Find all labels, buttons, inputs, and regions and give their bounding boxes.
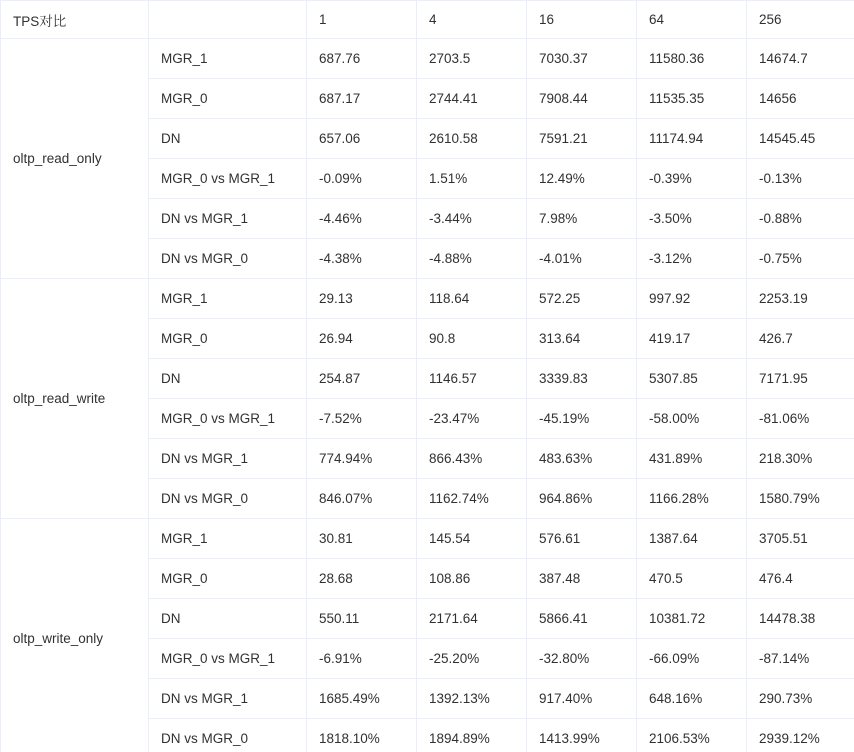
workload-group-label: oltp_write_only [1,519,149,752]
metric-value: 2939.12% [747,719,854,752]
metric-value: 218.30% [747,439,854,479]
table-row [1,39,854,79]
table-row [1,279,854,319]
metric-value: 964.86% [527,479,637,519]
metric-value: 1894.89% [417,719,527,752]
workload-group-label: oltp_read_only [1,39,149,279]
metric-label: MGR_1 [149,519,307,559]
metric-value: 1387.64 [637,519,747,559]
metric-value: 12.49% [527,159,637,199]
metric-value: 550.11 [307,599,417,639]
metric-value: -0.09% [307,159,417,199]
metric-value: -81.06% [747,399,854,439]
metric-value: -6.91% [307,639,417,679]
metric-value: -58.00% [637,399,747,439]
metric-value: 14674.7 [747,39,854,79]
metric-value: 10381.72 [637,599,747,639]
metric-value: 7171.95 [747,359,854,399]
column-header-threads-1: 1 [307,1,417,39]
metric-value: 5307.85 [637,359,747,399]
metric-value: 866.43% [417,439,527,479]
metric-value: 572.25 [527,279,637,319]
metric-label: MGR_0 vs MGR_1 [149,639,307,679]
metric-value: 431.89% [637,439,747,479]
metric-label: MGR_1 [149,39,307,79]
metric-value: 7.98% [527,199,637,239]
metric-value: 7030.37 [527,39,637,79]
metric-value: 1162.74% [417,479,527,519]
column-header-title: TPS对比 [1,1,149,39]
metric-value: 1685.49% [307,679,417,719]
metric-value: -0.13% [747,159,854,199]
metric-value: 3339.83 [527,359,637,399]
metric-value: -7.52% [307,399,417,439]
metric-value: -45.19% [527,399,637,439]
table-row [1,519,854,559]
metric-label: DN vs MGR_0 [149,719,307,752]
metric-value: 387.48 [527,559,637,599]
metric-value: 687.17 [307,79,417,119]
metric-value: -23.47% [417,399,527,439]
metric-value: 419.17 [637,319,747,359]
metric-label: DN vs MGR_0 [149,239,307,279]
workload-group-label: oltp_read_write [1,279,149,519]
metric-value: 2106.53% [637,719,747,752]
header-row [1,1,854,39]
metric-value: 11535.35 [637,79,747,119]
metric-value: -87.14% [747,639,854,679]
metric-value: -4.01% [527,239,637,279]
metric-value: -66.09% [637,639,747,679]
metric-value: 30.81 [307,519,417,559]
metric-value: 3705.51 [747,519,854,559]
metric-value: 7908.44 [527,79,637,119]
table-body [1,39,854,752]
metric-value: 29.13 [307,279,417,319]
metric-value: 917.40% [527,679,637,719]
metric-value: 576.61 [527,519,637,559]
metric-value: 687.76 [307,39,417,79]
metric-value: 11174.94 [637,119,747,159]
metric-label: MGR_0 vs MGR_1 [149,399,307,439]
metric-value: 11580.36 [637,39,747,79]
metric-value: 14656 [747,79,854,119]
metric-value: 426.7 [747,319,854,359]
metric-value: 657.06 [307,119,417,159]
metric-label: MGR_1 [149,279,307,319]
metric-value: 254.87 [307,359,417,399]
metric-label: MGR_0 [149,319,307,359]
metric-value: 648.16% [637,679,747,719]
column-header-threads-16: 16 [527,1,637,39]
metric-value: -4.46% [307,199,417,239]
metric-value: -0.39% [637,159,747,199]
metric-value: -32.80% [527,639,637,679]
metric-value: 1580.79% [747,479,854,519]
metric-value: 846.07% [307,479,417,519]
metric-value: -0.88% [747,199,854,239]
column-header-threads-64: 64 [637,1,747,39]
column-header-threads-256: 256 [747,1,854,39]
column-header-metric [149,1,307,39]
metric-value: 14478.38 [747,599,854,639]
metric-label: DN vs MGR_0 [149,479,307,519]
metric-value: -3.50% [637,199,747,239]
metric-value: 476.4 [747,559,854,599]
metric-value: 2703.5 [417,39,527,79]
metric-value: 145.54 [417,519,527,559]
metric-value: 1818.10% [307,719,417,752]
metric-value: 997.92 [637,279,747,319]
metric-label: DN [149,599,307,639]
metric-value: 7591.21 [527,119,637,159]
metric-value: 1.51% [417,159,527,199]
metric-value: 28.68 [307,559,417,599]
metric-value: -4.88% [417,239,527,279]
metric-value: 2610.58 [417,119,527,159]
metric-value: 26.94 [307,319,417,359]
metric-value: 1166.28% [637,479,747,519]
metric-value: 5866.41 [527,599,637,639]
metric-value: 774.94% [307,439,417,479]
metric-value: 14545.45 [747,119,854,159]
metric-label: DN [149,359,307,399]
metric-label: DN vs MGR_1 [149,199,307,239]
metric-value: 313.64 [527,319,637,359]
column-header-threads-4: 4 [417,1,527,39]
metric-value: 2171.64 [417,599,527,639]
metric-label: MGR_0 vs MGR_1 [149,159,307,199]
metric-value: 1392.13% [417,679,527,719]
metric-label: MGR_0 [149,79,307,119]
metric-label: DN [149,119,307,159]
metric-value: 483.63% [527,439,637,479]
metric-value: -25.20% [417,639,527,679]
table-header [1,1,854,39]
metric-value: 470.5 [637,559,747,599]
metric-value: 2253.19 [747,279,854,319]
metric-value: 2744.41 [417,79,527,119]
metric-label: MGR_0 [149,559,307,599]
metric-value: 108.86 [417,559,527,599]
metric-label: DN vs MGR_1 [149,679,307,719]
metric-value: 118.64 [417,279,527,319]
metric-value: -4.38% [307,239,417,279]
metric-label: DN vs MGR_1 [149,439,307,479]
metric-value: 290.73% [747,679,854,719]
metric-value: 90.8 [417,319,527,359]
metric-value: -3.12% [637,239,747,279]
metric-value: 1146.57 [417,359,527,399]
metric-value: -3.44% [417,199,527,239]
metric-value: -0.75% [747,239,854,279]
metric-value: 1413.99% [527,719,637,752]
